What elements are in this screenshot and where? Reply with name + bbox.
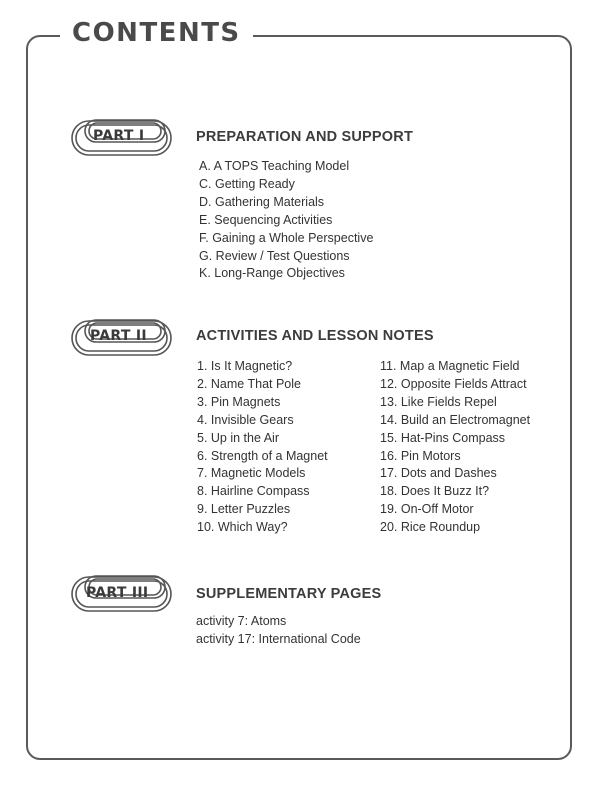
- list-item: 9. Letter Puzzles: [197, 502, 291, 517]
- list-item: activity 7: Atoms: [196, 614, 287, 628]
- list-item: 5. Up in the Air: [197, 430, 279, 445]
- list-item: 20. Rice Roundup: [380, 520, 481, 535]
- list-item: 3. Pin Magnets: [197, 394, 281, 409]
- list-item: 12. Opposite Fields Attract: [380, 376, 527, 391]
- list-item: E. Sequencing Activities: [199, 212, 333, 227]
- part-2-badge: PART II: [90, 328, 147, 344]
- list-item: 11. Map a Magnetic Field: [380, 359, 520, 373]
- part-2-list-left: [197, 358, 328, 537]
- list-item: G. Review / Test Questions: [199, 248, 350, 263]
- list-item: 10. Which Way?: [197, 520, 288, 535]
- list-item: 4. Invisible Gears: [197, 412, 294, 427]
- list-item: 19. On-Off Motor: [380, 502, 474, 517]
- list-item: 17. Dots and Dashes: [380, 466, 497, 481]
- list-item: 2. Name That Pole: [197, 376, 301, 391]
- list-item: 6. Strength of a Magnet: [197, 448, 328, 463]
- list-item: 1. Is It Magnetic?: [197, 359, 293, 373]
- list-item: C. Getting Ready: [199, 176, 295, 191]
- list-item: 13. Like Fields Repel: [380, 394, 497, 409]
- part-1-list: [199, 158, 373, 283]
- page-title: CONTENTS: [60, 14, 253, 52]
- list-item: activity 17: International Code: [196, 631, 361, 646]
- part-2-list-right: [380, 358, 530, 537]
- part-3-title: SUPPLEMENTARY PAGES: [196, 586, 382, 602]
- part-2-title: ACTIVITIES AND LESSON NOTES: [196, 328, 434, 344]
- list-item: 8. Hairline Compass: [197, 484, 310, 499]
- list-item: A. A TOPS Teaching Model: [199, 159, 350, 173]
- part-1-badge: PART I: [93, 128, 145, 144]
- list-item: 14. Build an Electromagnet: [380, 412, 531, 427]
- list-item: 7. Magnetic Models: [197, 466, 306, 481]
- part-3-badge: PART III: [86, 585, 149, 601]
- list-item: K. Long-Range Objectives: [199, 266, 345, 281]
- part-1-title: PREPARATION AND SUPPORT: [196, 129, 414, 145]
- list-item: D. Gathering Materials: [199, 194, 325, 209]
- list-item: 15. Hat-Pins Compass: [380, 430, 506, 445]
- list-item: 16. Pin Motors: [380, 448, 461, 463]
- list-item: F. Gaining a Whole Perspective: [199, 230, 374, 245]
- list-item: 18. Does It Buzz It?: [380, 484, 490, 499]
- part-3-list: [196, 613, 361, 649]
